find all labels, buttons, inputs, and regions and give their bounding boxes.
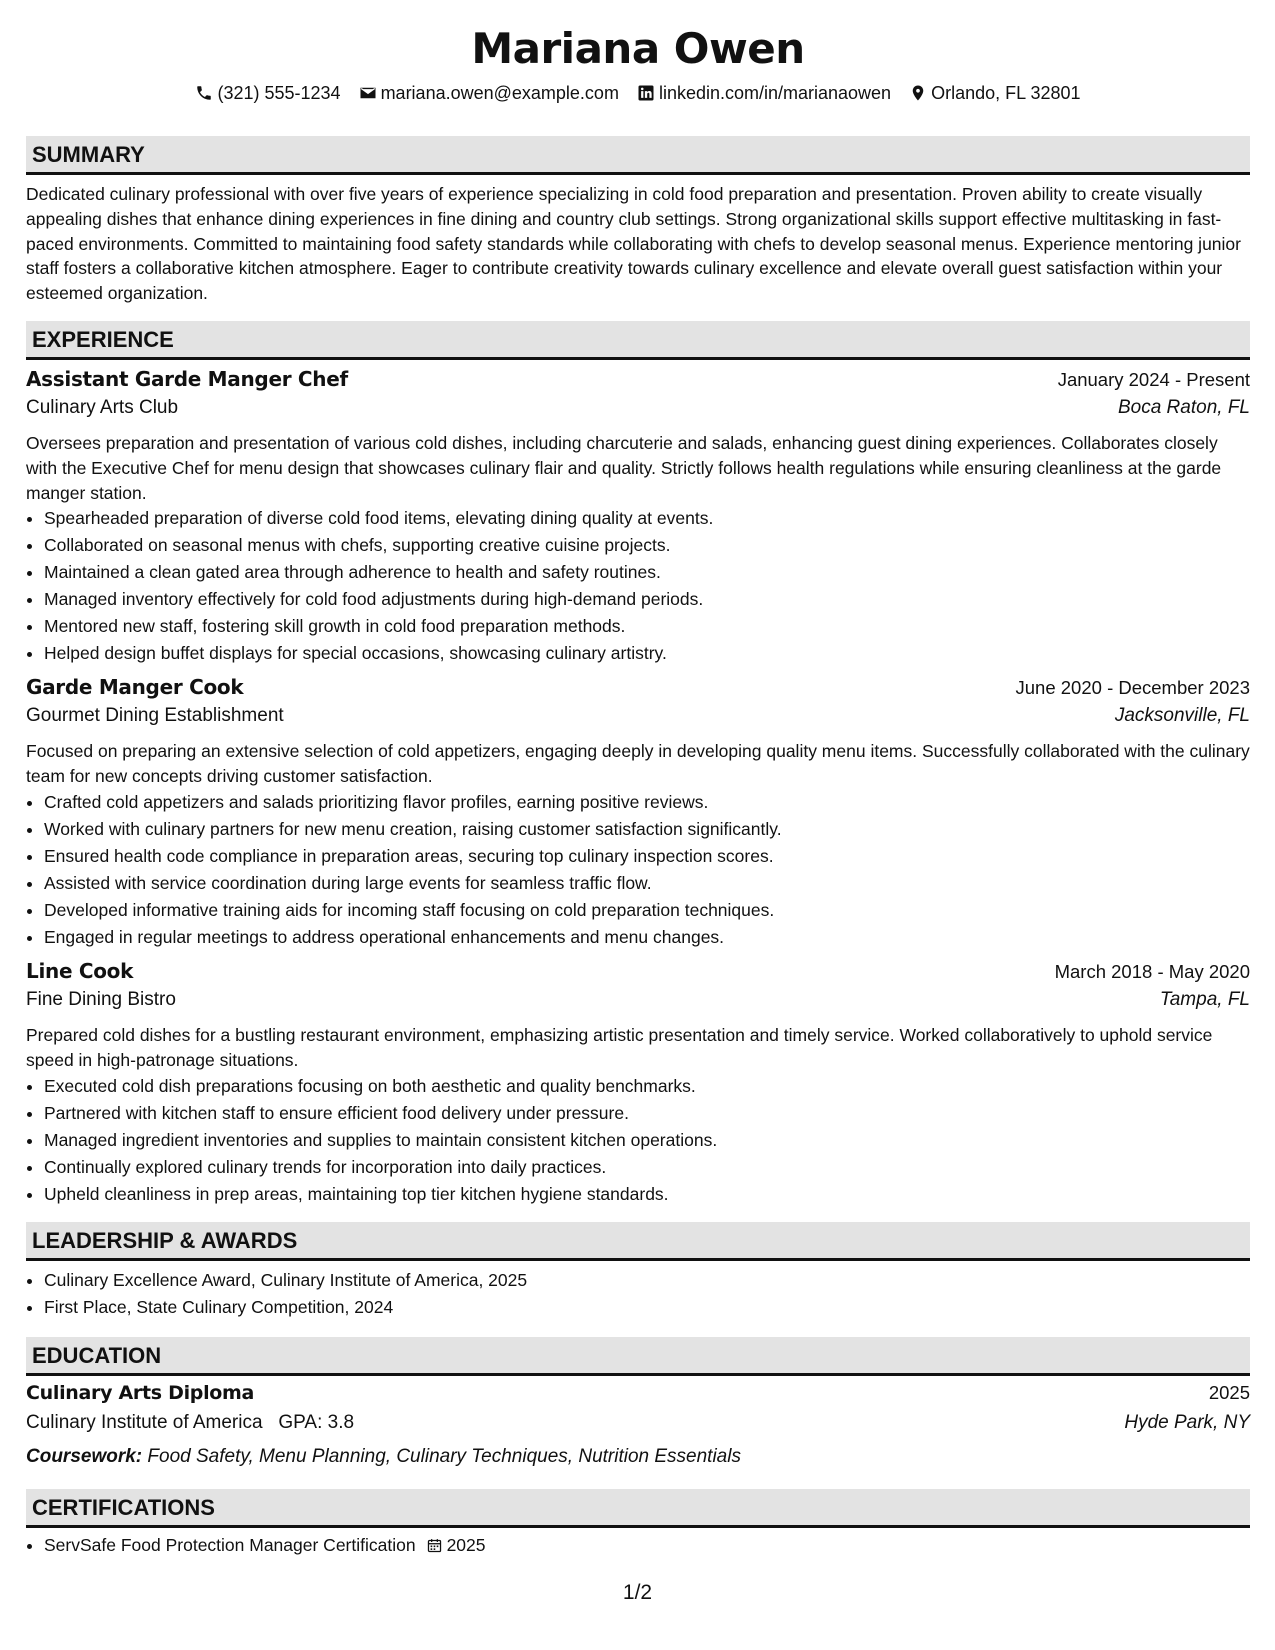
list-item: • Mentored new staff, fostering skill growth in cold food preparation methods.	[44, 613, 1250, 640]
list-item: • Assisted with service coordination during large events for seamless traffic flow.	[44, 870, 1250, 897]
contact-email[interactable]	[359, 80, 619, 106]
summary-text: Dedicated culinary professional with over five years of experience specializing in cold food preparation and presentation. Proven ability to create visually appealing dishes that enhance dining experiences in fine dining and country club settings. Strong organizational skills support effective multitasking in fast-paced environments. Committed to maintaining food safety standards while collaborating with chefs to develop seasonal menus. Experience mentoring junior staff fosters a collaborative kitchen atmosphere. Eager to contribute creativity towards culinary excellence and elevate overall guest satisfaction within your esteemed organization.	[26, 184, 1241, 304]
certifications-heading: CERTIFICATIONS	[26, 1489, 1250, 1528]
linkedin-text[interactable]: linkedin.com/in/marianaowen	[658, 83, 892, 103]
coursework-label: Coursework:	[26, 1445, 143, 1467]
gpa: GPA: 3.8	[278, 1411, 355, 1433]
job-description: Oversees preparation and presentation of various cold dishes, including charcuterie and salads, enhancing guest dining experiences. Collaborates closely with the Executive Chef for menu design that showcases culinary flair and quality. Strictly follows health regulations while ensuring cleanliness at the garde manger station.	[26, 432, 1222, 503]
degree-title: Culinary Arts Diploma	[26, 1381, 255, 1404]
list-item: • Crafted cold appetizers and salads prioritizing flavor profiles, earning positive reviews.	[44, 789, 1250, 816]
list-item	[44, 1532, 1250, 1559]
list-item: • Helped design buffet displays for special occasions, showcasing culinary artistry.	[44, 640, 1250, 667]
certifications-list	[26, 1532, 1250, 1559]
job-title: Garde Manger Cook	[26, 675, 244, 700]
list-item: • Engaged in regular meetings to address operational enhancements and menu changes.	[44, 924, 1250, 951]
job-bullets	[26, 789, 1250, 951]
contact-phone	[195, 80, 340, 106]
list-item: • Ensured health code compliance in preparation areas, securing top culinary inspection scores.	[44, 843, 1250, 870]
job-entry	[26, 367, 1250, 667]
job-date: March 2018 - May 2020	[1054, 960, 1250, 982]
list-item: • Continually explored culinary trends for incorporation into daily practices.	[44, 1154, 1250, 1181]
list-item: • Worked with culinary partners for new menu creation, raising customer satisfaction significantly.	[44, 816, 1250, 843]
job-title: Assistant Garde Manger Chef	[26, 366, 348, 391]
certification-date	[426, 1532, 486, 1559]
job-company: Fine Dining Bistro	[26, 988, 176, 1010]
job-description: Prepared cold dishes for a bustling restaurant environment, emphasizing artistic presentation and timely service. Worked collaboratively to uphold service speed in high-patronage situations.	[26, 1024, 1213, 1070]
education-entry	[26, 1382, 1250, 1472]
location-text: Orlando, FL 32801	[931, 83, 1081, 103]
list-item: • Collaborated on seasonal menus with chefs, supporting creative cuisine projects.	[44, 532, 1250, 559]
list-item: • Managed inventory effectively for cold food adjustments during high-demand periods.	[44, 586, 1250, 613]
job-date: June 2020 - December 2023	[1015, 677, 1250, 699]
contact-line	[26, 80, 1250, 106]
phone-text: (321) 555-1234	[217, 83, 341, 103]
calendar-icon	[426, 1537, 443, 1554]
awards-list	[26, 1267, 1250, 1321]
list-item: • Managed ingredient inventories and supplies to maintain consistent kitchen operations.	[44, 1127, 1250, 1154]
job-bullets	[26, 505, 1250, 667]
resume-page	[26, 0, 1250, 1559]
envelope-icon	[359, 84, 377, 102]
list-item: • Partnered with kitchen staff to ensure efficient food delivery under pressure.	[44, 1100, 1250, 1127]
list-item: • Executed cold dish preparations focusing on both aesthetic and quality benchmarks.	[44, 1073, 1250, 1100]
email-text[interactable]: mariana.owen@example.com	[380, 83, 619, 103]
phone-icon	[195, 84, 213, 102]
contact-location	[909, 80, 1080, 106]
coursework-line	[26, 1442, 1250, 1472]
job-company: Gourmet Dining Establishment	[26, 705, 284, 727]
coursework-text: Food Safety, Menu Planning, Culinary Techniques, Nutrition Essentials	[147, 1445, 741, 1467]
certification-year: 2025	[446, 1534, 486, 1555]
job-title: Line Cook	[26, 958, 134, 983]
job-date: January 2024 - Present	[1057, 368, 1250, 390]
list-item: • First Place, State Culinary Competition, 2024	[44, 1294, 1250, 1321]
leadership-heading: LEADERSHIP & AWARDS	[26, 1222, 1250, 1261]
experience-heading: EXPERIENCE	[26, 321, 1250, 360]
job-location: Tampa, FL	[1159, 988, 1250, 1010]
list-item: • Spearheaded preparation of diverse cold food items, elevating dining quality at events.	[44, 505, 1250, 532]
list-item: • Upheld cleanliness in prep areas, maintaining top tier kitchen hygiene standards.	[44, 1181, 1250, 1208]
certification-name: • ServSafe Food Protection Manager Certification	[44, 1534, 416, 1555]
job-location: Jacksonville, FL	[1114, 705, 1250, 727]
candidate-name: Mariana Owen	[471, 24, 805, 73]
job-entry	[26, 675, 1250, 951]
school-name: Culinary Institute of America	[26, 1411, 263, 1433]
linkedin-icon	[637, 84, 655, 102]
school-line	[26, 1412, 354, 1434]
list-item: • Developed informative training aids for incoming staff focusing on cold preparation techniques.	[44, 897, 1250, 924]
job-company: Culinary Arts Club	[26, 396, 179, 418]
job-description: Focused on preparing an extensive selection of cold appetizers, engaging deeply in developing quality menu items. Successfully collaborated with the culinary team for new concepts driving customer satisfaction.	[26, 741, 1250, 787]
page-number: 1/2	[622, 1581, 653, 1604]
list-item: • Culinary Excellence Award, Culinary Institute of America, 2025	[44, 1267, 1250, 1294]
education-heading: EDUCATION	[26, 1337, 1250, 1376]
school-location: Hyde Park, NY	[1124, 1411, 1250, 1433]
job-location: Boca Raton, FL	[1117, 396, 1250, 418]
summary-heading: SUMMARY	[26, 136, 1250, 175]
job-entry	[26, 959, 1250, 1208]
map-pin-icon	[909, 84, 927, 102]
job-bullets	[26, 1073, 1250, 1208]
education-year: 2025	[1208, 1381, 1250, 1403]
list-item: • Maintained a clean gated area through adherence to health and safety routines.	[44, 559, 1250, 586]
contact-linkedin[interactable]	[637, 80, 891, 106]
